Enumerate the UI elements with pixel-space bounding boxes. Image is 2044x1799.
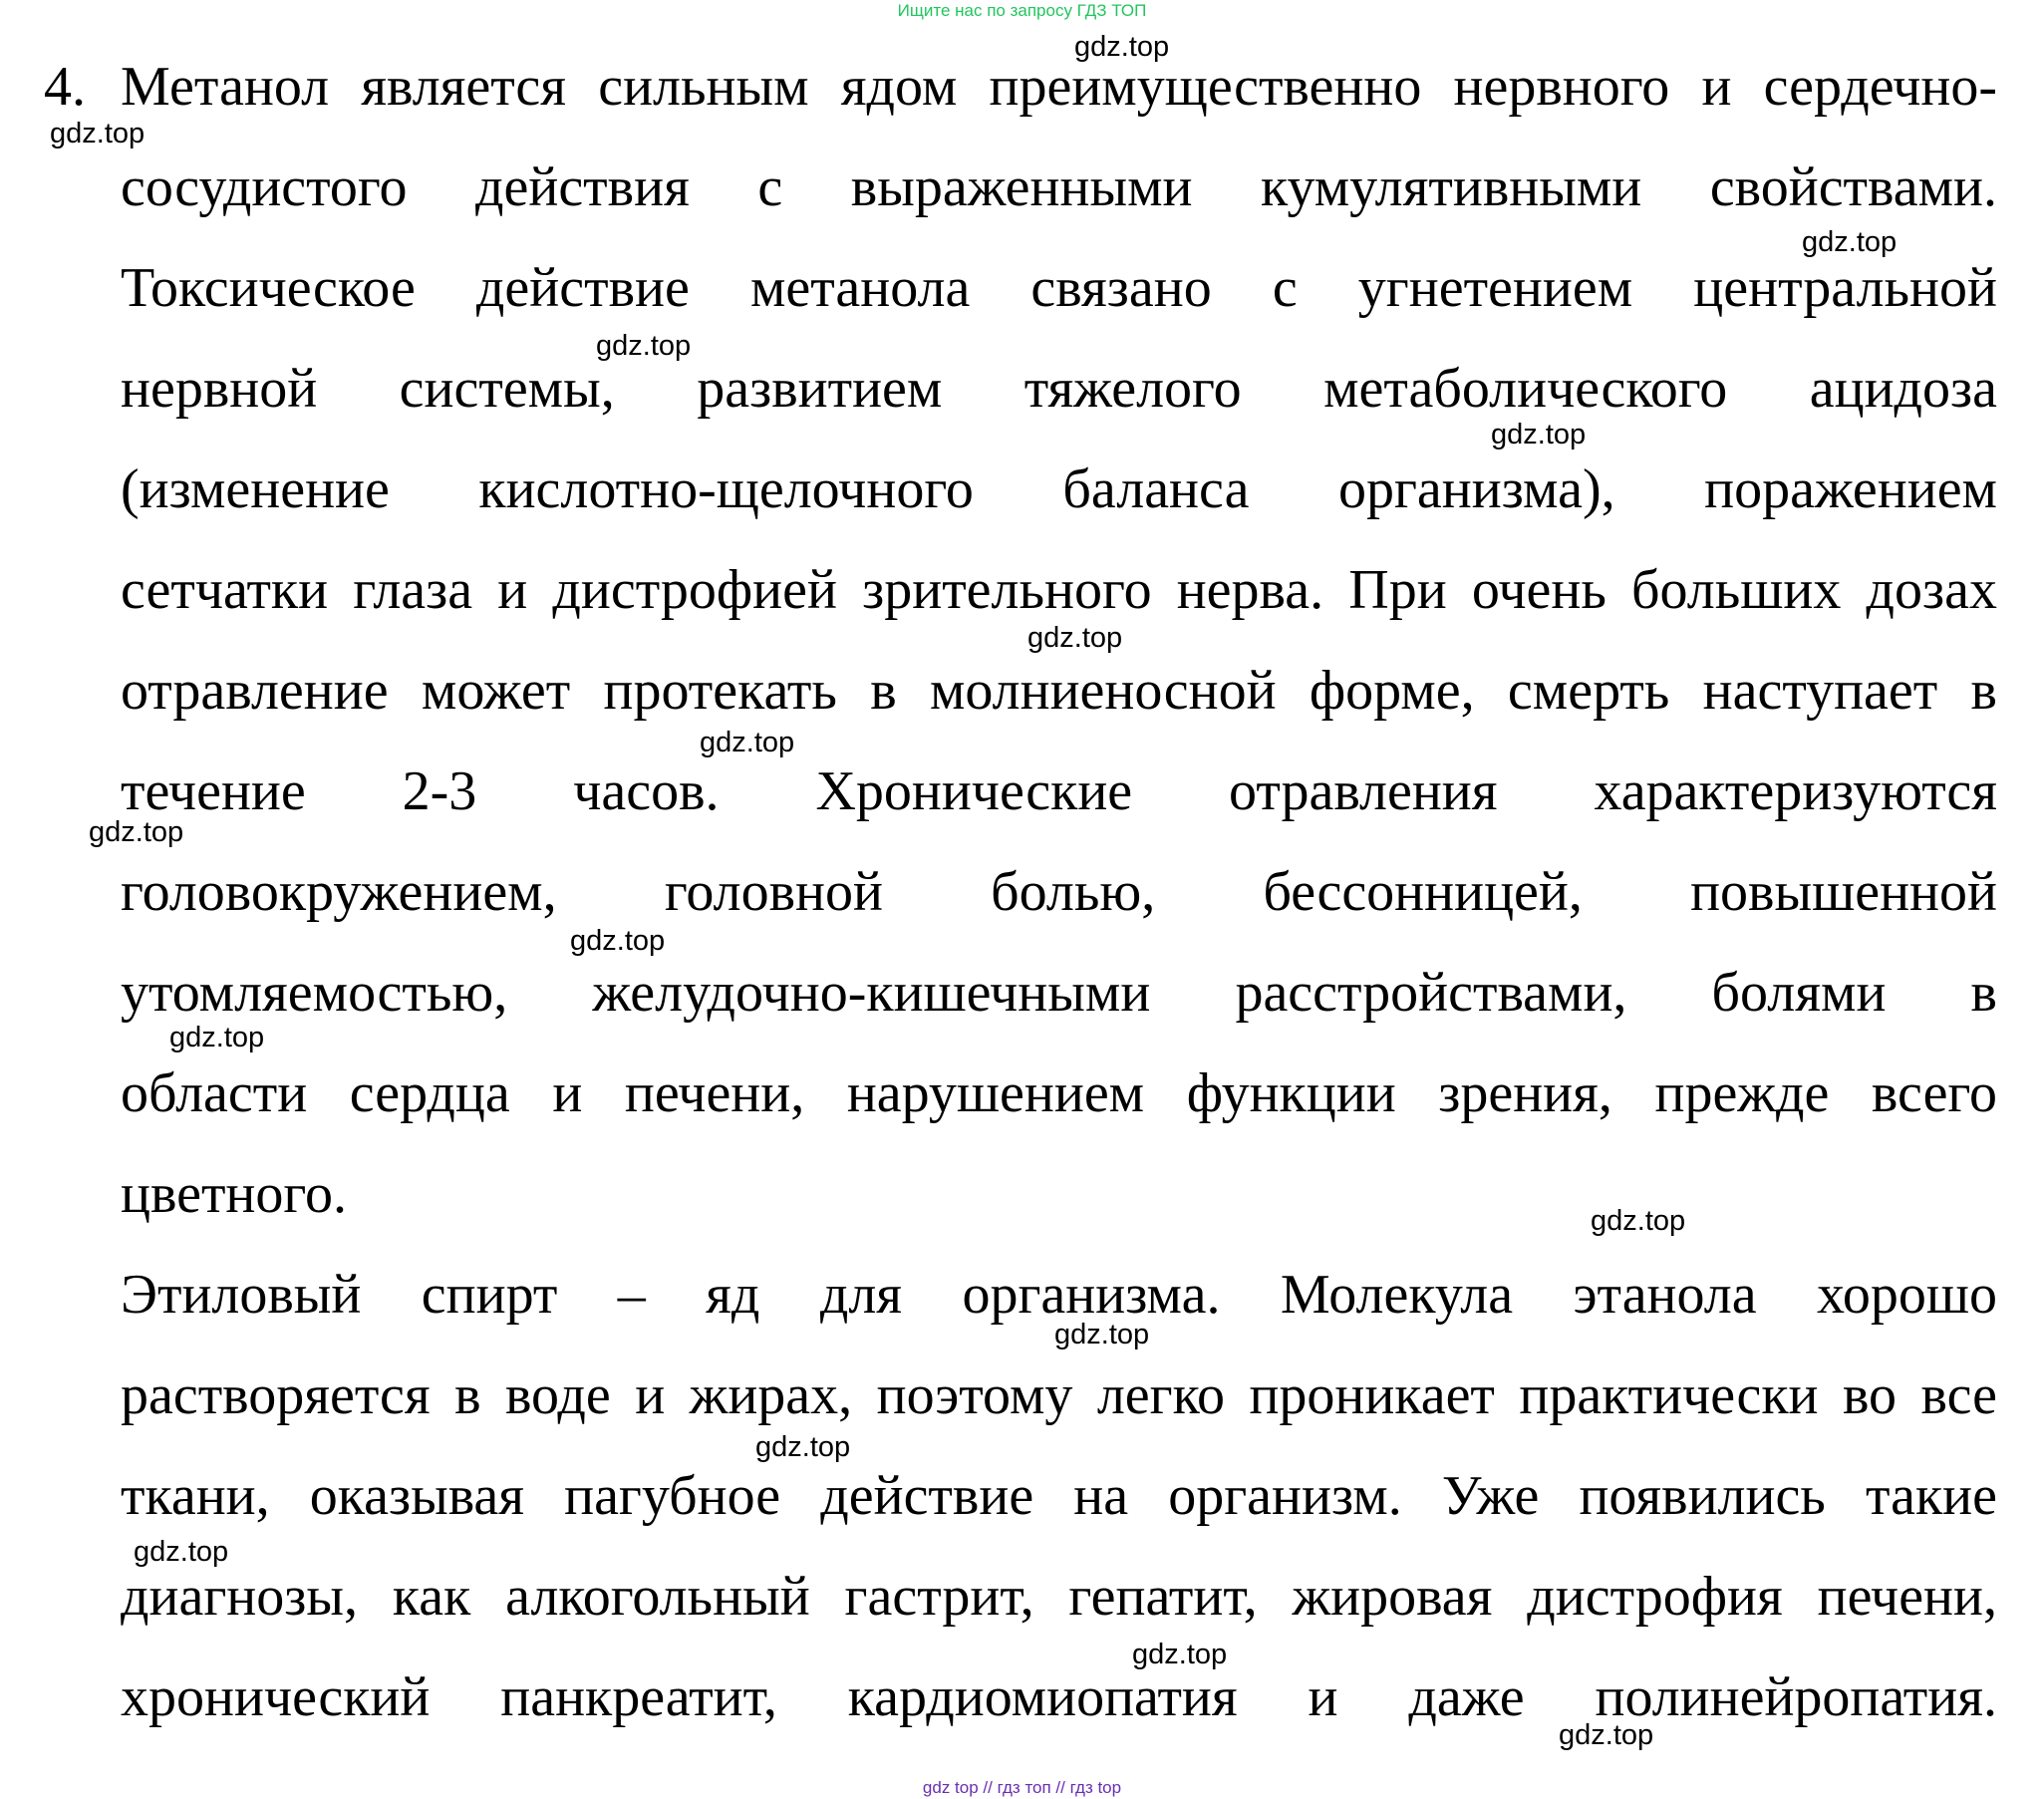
text-line: головокружением, головной болью, бессонницей, повышенной (121, 861, 1997, 923)
text-line: течение 2-3 часов. Хронические отравления характеризуются (121, 760, 1997, 822)
watermark: gdz.top (134, 1536, 229, 1568)
item-number: 4. (44, 56, 86, 118)
text-line: нервной системы, развитием тяжелого метаболического ацидоза (121, 358, 1997, 420)
watermark: gdz.top (596, 330, 692, 362)
watermark: gdz.top (1074, 31, 1170, 63)
watermark: gdz.top (1132, 1639, 1228, 1670)
watermark: gdz.top (1802, 226, 1898, 258)
text-line: сетчатки глаза и дистрофией зрительного нерва. При очень больших дозах (121, 559, 1997, 621)
watermark: gdz.top (169, 1022, 265, 1053)
text-line: Токсическое действие метанола связано с угнетением центральной (121, 257, 1997, 319)
text-line: области сердца и печени, нарушением функции зрения, прежде всего (121, 1062, 1997, 1124)
watermark: gdz.top (1491, 419, 1587, 450)
watermark: gdz.top (1054, 1319, 1150, 1350)
watermark: gdz.top (1591, 1205, 1686, 1237)
text-line: отравление может протекать в молниеносной форме, смерть наступает в (121, 660, 1997, 722)
text-line: утомляемостью, желудочно-кишечными расстройствами, болями в (121, 962, 1997, 1024)
watermark: gdz.top (50, 118, 146, 150)
watermark: gdz.top (700, 727, 795, 758)
watermark: gdz.top (755, 1431, 851, 1463)
text-line: сосудистого действия с выраженными кумулятивными свойствами. (121, 156, 1997, 218)
watermark: gdz.top (89, 816, 184, 848)
text-line: Метанол является сильным ядом преимущественно нервного и сердечно- (121, 56, 1997, 118)
text-line: диагнозы, как алкогольный гастрит, гепатит, жировая дистрофия печени, (121, 1566, 1997, 1628)
search-banner[interactable]: Ищите нас по запросу ГДЗ ТОП (897, 1, 1147, 20)
watermark: gdz.top (570, 925, 666, 957)
watermark: gdz.top (1559, 1719, 1654, 1751)
text-line: растворяется в воде и жирах, поэтому легко проникает практически во все (121, 1364, 1997, 1426)
text-line: Этиловый спирт – яд для организма. Молекула этанола хорошо (121, 1264, 1997, 1326)
watermark: gdz.top (1027, 622, 1123, 654)
text-line: (изменение кислотно-щелочного баланса организма), поражением (121, 458, 1997, 520)
footer-links[interactable]: gdz top // гдз топ // гдз top (922, 1778, 1122, 1797)
text-line: хронический панкреатит, кардиомиопатия и даже полинейропатия. (121, 1666, 1997, 1728)
text-line: ткани, оказывая пагубное действие на организм. Уже появились такие (121, 1465, 1997, 1527)
text-line: цветного. (121, 1163, 347, 1225)
